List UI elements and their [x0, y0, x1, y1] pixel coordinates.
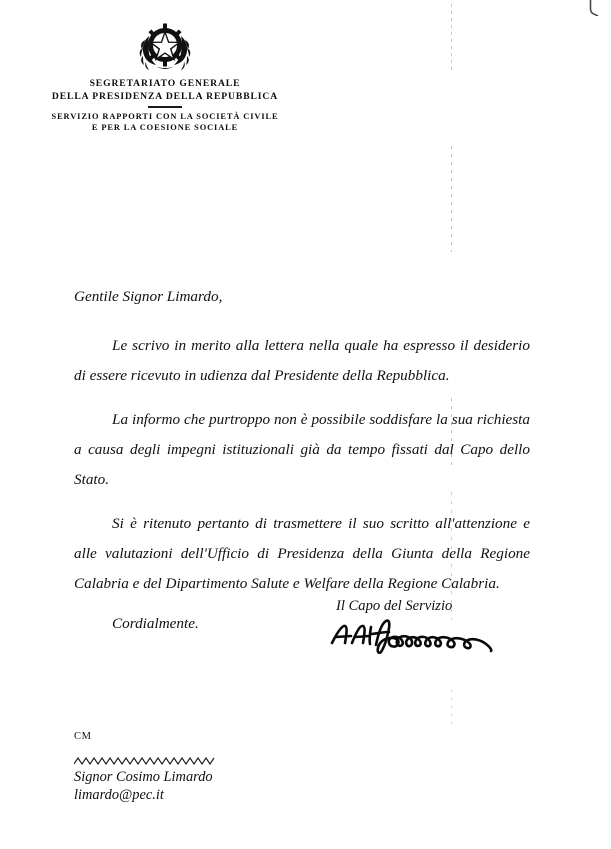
recipient-email: limardo@pec.it	[74, 786, 164, 803]
closing-line: Cordialmente.	[112, 615, 199, 633]
handwritten-signature-icon	[326, 615, 502, 655]
footer-block	[74, 732, 394, 804]
letterhead-line-3: SERVIZIO RAPPORTI CON LA SOCIETÀ CIVILE	[51, 111, 279, 121]
letter-body	[74, 288, 530, 634]
emblem-of-italy-icon	[137, 20, 193, 72]
signature-block	[336, 598, 536, 655]
letterhead-divider	[148, 106, 182, 108]
body-paragraph-2: La informo che purtroppo non è possibile soddisfare la sua richiesta a causa degli impegni istituzionali già da tempo fissati dal Capo dello Stato.	[74, 411, 530, 489]
letterhead-line-2: DELLA PRESIDENZA DELLA REPUBBLICA	[51, 90, 279, 102]
body-paragraph-3: Si è ritenuto pertanto di trasmettere il suo scritto all'attenzione e alle valutazioni dell'Ufficio di Presidenza della Giunta della Regione Calabria e del Dipartimento Salute e Welfare della Regione Calabria.	[74, 515, 530, 593]
salutation: Gentile Signor Limardo,	[74, 288, 223, 305]
signer-title: Il Capo del Servizio	[336, 598, 453, 614]
letterhead-line-4: E PER LA COESIONE SOCIALE	[91, 123, 239, 132]
zigzag-separator-rule	[74, 757, 216, 766]
letterhead	[0, 20, 330, 133]
body-paragraph-1: Le scrivo in merito alla lettera nella quale ha espresso il desiderio di essere ricevuto in udienza dal Presidente della Repubblica.	[74, 337, 530, 385]
drafter-initials: CM	[74, 731, 92, 742]
letterhead-line-1: SEGRETARIATO GENERALE	[89, 78, 241, 89]
recipient-name: Signor Cosimo Limardo	[74, 768, 213, 785]
scan-corner-artifact	[589, 0, 603, 16]
